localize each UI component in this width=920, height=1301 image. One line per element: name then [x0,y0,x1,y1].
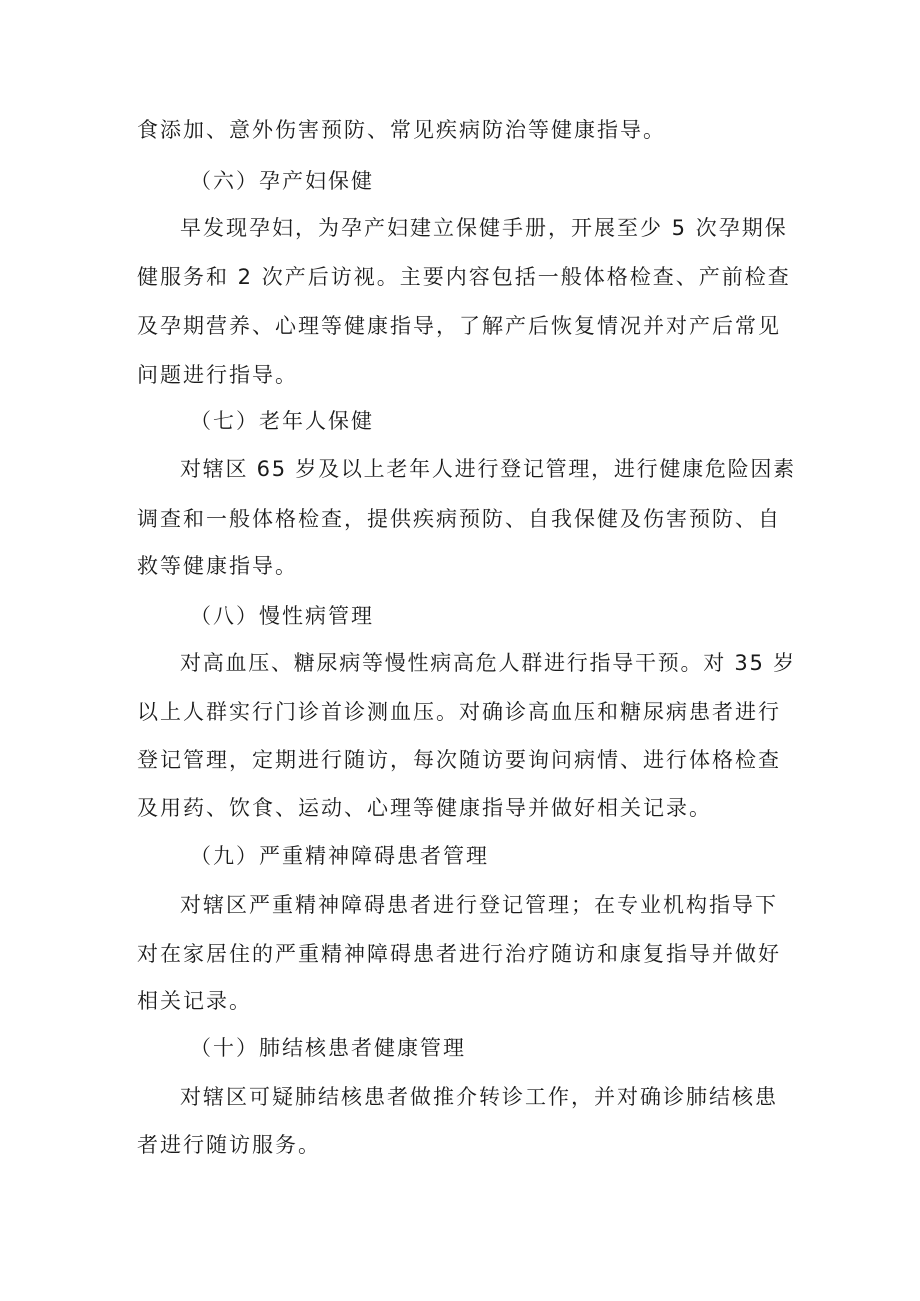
paragraph-line: 登记管理，定期进行随访，每次随访要询问病情、进行体格检查 [137,748,781,772]
paragraph-line: 问题进行指导。 [137,363,298,387]
paragraph-line: 对辖区严重精神障碍患者进行登记管理；在专业机构指导下 [180,893,778,917]
paragraph-line: 早发现孕妇，为孕产妇建立保健手册，开展至少 5 次孕期保 [180,216,788,240]
paragraph-line: 及用药、饮食、运动、心理等健康指导并做好相关记录。 [137,796,712,820]
section-heading-mental-disorder: （九）严重精神障碍患者管理 [190,844,489,868]
section-heading-tuberculosis: （十）肺结核患者健康管理 [190,1036,466,1060]
paragraph-line: 健服务和 2 次产后访视。主要内容包括一般体格检查、产前检查 [137,265,791,289]
paragraph-line: 相关记录。 [137,989,252,1013]
paragraph-line: 对高血压、糖尿病等慢性病高危人群进行指导干预。对 35 岁 [180,651,796,675]
paragraph-continuation-line: 食添加、意外伤害预防、常见疾病防治等健康指导。 [137,118,666,142]
paragraph-line: 对在家居住的严重精神障碍患者进行治疗随访和康复指导并做好 [137,942,781,966]
paragraph-line: 对辖区可疑肺结核患者做推介转诊工作，并对确诊肺结核患 [180,1085,778,1109]
paragraph-line: 及孕期营养、心理等健康指导，了解产后恢复情况并对产后常见 [137,314,781,338]
section-heading-chronic-disease: （八）慢性病管理 [190,604,374,628]
paragraph-line: 者进行随访服务。 [137,1133,321,1157]
paragraph-line: 以上人群实行门诊首诊测血压。对确诊高血压和糖尿病患者进行 [137,700,781,724]
paragraph-line: 救等健康指导。 [137,554,298,578]
section-heading-maternal-care: （六）孕产妇保健 [190,169,374,193]
paragraph-line: 对辖区 65 岁及以上老年人进行登记管理，进行健康危险因素 [180,457,796,481]
section-heading-elderly-care: （七）老年人保健 [190,409,374,433]
paragraph-line: 调查和一般体格检查，提供疾病预防、自我保健及伤害预防、自 [137,507,781,531]
